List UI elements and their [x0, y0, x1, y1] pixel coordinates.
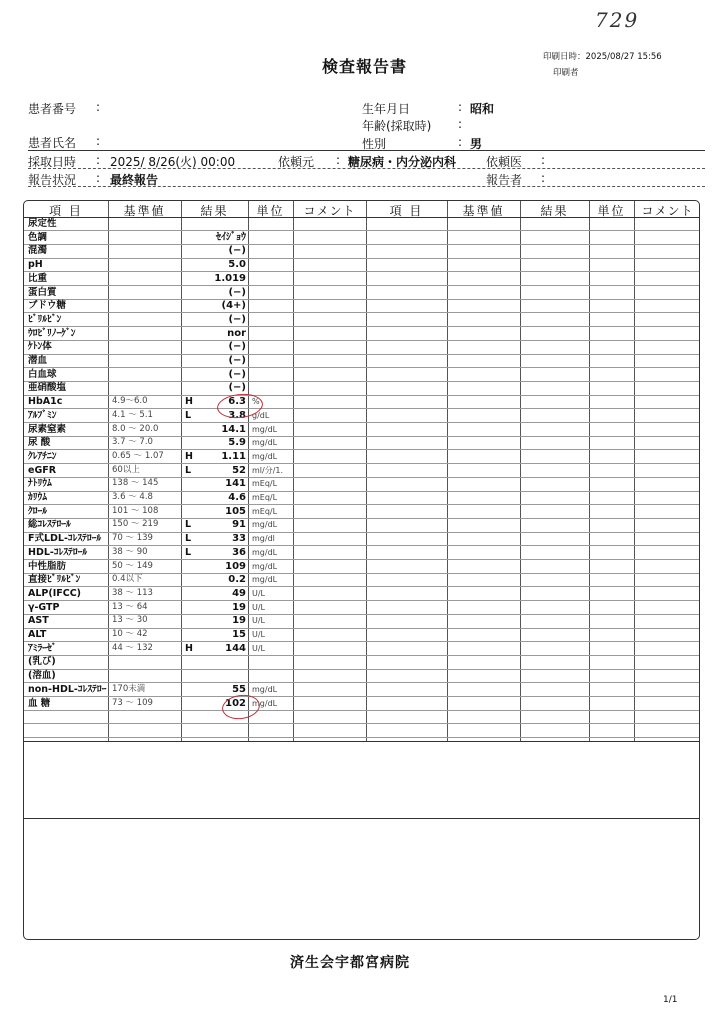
test-result: nor	[227, 327, 246, 339]
test-unit: g/dL	[252, 410, 270, 420]
column-line	[366, 201, 367, 741]
test-result: 5.9	[228, 437, 246, 449]
test-result: 1.11	[221, 450, 246, 462]
page-number: 1/1	[663, 995, 678, 1005]
patient-name-label: 患者氏名	[28, 136, 77, 150]
table-row	[24, 560, 366, 574]
reporter-label: 報告者	[486, 173, 523, 187]
header-unit: 単位	[256, 204, 285, 218]
row-line	[24, 723, 699, 724]
test-result: (−)	[228, 341, 246, 353]
abnormal-flag: L	[185, 464, 192, 476]
test-result: 36	[232, 546, 246, 558]
test-unit: U/L	[252, 602, 266, 612]
test-unit: mg/dl	[252, 534, 275, 544]
test-result: 33	[232, 533, 246, 545]
print-datetime-label: 印刷日時：	[543, 52, 586, 62]
table-row	[24, 368, 366, 382]
abnormal-flag: H	[185, 396, 193, 408]
test-result: (−)	[228, 355, 246, 366]
table-row	[24, 354, 366, 368]
test-name: 尿素窒素	[28, 423, 67, 435]
header-item: 項 目	[49, 204, 83, 218]
patient-number-colon: :	[96, 100, 101, 114]
table-row	[24, 381, 366, 395]
test-name: 混濁	[28, 245, 48, 257]
table-row	[24, 450, 366, 464]
test-unit: mEq/L	[252, 506, 278, 516]
results-table	[23, 200, 700, 940]
test-name: 尿 酸	[28, 437, 51, 449]
test-result: 105	[225, 505, 246, 517]
test-name: F式LDL-ｺﾚｽﾃﾛｰﾙ	[28, 533, 102, 545]
test-name: 血 糖	[28, 697, 51, 709]
table-row	[24, 532, 366, 546]
reference-range: 3.6 〜 4.8	[112, 492, 153, 502]
reference-range: 44 〜 132	[112, 642, 153, 653]
abnormal-flag: L	[185, 409, 192, 421]
test-result: 91	[232, 519, 246, 531]
birthdate-colon: :	[458, 100, 463, 114]
abnormal-flag: H	[185, 450, 193, 462]
report-status-value: 最終報告	[110, 173, 159, 187]
row-line	[24, 737, 699, 738]
divider-line	[28, 150, 705, 151]
test-result: (−)	[228, 245, 246, 257]
reference-range: 4.9〜6.0	[112, 396, 148, 407]
reference-range: 101 〜 108	[112, 505, 159, 516]
test-result: 3.8	[228, 409, 246, 421]
table-section-line	[24, 818, 699, 819]
test-name: 中性脂肪	[28, 560, 67, 572]
table-section-line	[24, 741, 699, 742]
requesting-doctor-label: 依頼医	[486, 155, 523, 169]
abnormal-flag: L	[185, 546, 192, 558]
abnormal-flag: L	[185, 519, 192, 531]
header-comment: コメント	[641, 204, 694, 218]
requester-value: 糖尿病・内分泌内科	[348, 155, 457, 169]
test-name: 総ｺﾚｽﾃﾛｰﾙ	[28, 519, 71, 531]
test-result: 49	[232, 587, 246, 599]
test-result: 6.3	[228, 396, 246, 408]
header-reference: 基準値	[462, 204, 505, 218]
test-name: 潜血	[28, 355, 48, 366]
table-row	[24, 409, 366, 423]
reference-range: 10 〜 42	[112, 629, 148, 639]
table-row	[24, 244, 366, 258]
divider-line	[28, 168, 705, 169]
test-name: ｱﾙﾌﾞﾐﾝ	[28, 409, 57, 421]
test-name: AST	[28, 615, 49, 627]
hospital-name: 済生会宇都宮病院	[290, 955, 410, 971]
test-result: 0.2	[228, 574, 246, 586]
table-row	[24, 217, 366, 231]
table-row	[24, 395, 366, 409]
table-row	[24, 669, 366, 683]
test-unit: U/L	[252, 643, 266, 653]
test-unit: U/L	[252, 630, 266, 639]
test-name: γ-GTP	[28, 601, 60, 613]
table-row	[24, 505, 366, 519]
reference-range: 70 〜 139	[112, 533, 153, 544]
collection-date-label: 採取日時	[28, 155, 77, 169]
reference-range: 50 〜 149	[112, 560, 153, 571]
table-row	[24, 546, 366, 560]
test-unit: mEq/L	[252, 479, 278, 489]
table-row	[24, 587, 366, 601]
table-row	[24, 423, 366, 437]
requester-colon: :	[336, 153, 341, 167]
test-result: 141	[225, 478, 246, 490]
column-line	[634, 201, 635, 741]
test-result: 4.6	[228, 492, 246, 503]
header-result: 結果	[200, 204, 229, 218]
report-status-colon: :	[96, 171, 101, 185]
test-name: HbA1c	[28, 396, 63, 408]
document-title: 検査報告書	[322, 57, 408, 76]
column-line	[589, 201, 590, 741]
table-row	[24, 327, 366, 341]
test-result: 15	[232, 629, 246, 640]
test-name: 白血球	[28, 368, 57, 380]
header-reference: 基準値	[123, 204, 166, 218]
test-name: 蛋白質	[28, 286, 57, 298]
test-name: ｹﾄﾝ体	[28, 341, 52, 353]
test-result: (−)	[228, 368, 246, 380]
requesting-doctor-colon: :	[541, 153, 546, 167]
test-unit: U/L	[252, 616, 266, 626]
table-row	[24, 464, 366, 478]
collection-date-colon: :	[96, 153, 101, 167]
print-datetime	[543, 50, 662, 62]
table-row	[24, 272, 366, 286]
table-row	[24, 655, 366, 669]
collection-date-value: 2025/ 8/26(火) 00:00	[110, 155, 236, 169]
sex-label: 性別	[362, 137, 387, 151]
test-result: ｾｲｼﾞｮｳ	[216, 231, 246, 243]
birthdate-label: 生年月日	[362, 102, 411, 116]
table-row	[24, 436, 366, 450]
test-unit: mg/dL	[252, 424, 278, 434]
test-result: 1.019	[214, 272, 246, 284]
reference-range: 38 〜 90	[112, 546, 148, 557]
test-name: ｸﾚｱﾁﾆﾝ	[28, 450, 57, 462]
table-row	[24, 258, 366, 272]
test-result: 102	[225, 697, 246, 709]
test-unit: U/L	[252, 588, 266, 598]
abnormal-flag: H	[185, 642, 193, 654]
test-name: HDL-ｺﾚｽﾃﾛｰﾙ	[28, 546, 88, 558]
test-unit: mEq/L	[252, 493, 278, 502]
test-name: 尿定性	[28, 218, 57, 229]
test-unit: mg/dL	[252, 575, 278, 585]
test-name: ｸﾛｰﾙ	[28, 505, 48, 517]
abnormal-flag: L	[185, 533, 192, 545]
test-result: 144	[225, 642, 246, 654]
test-result: (−)	[228, 382, 246, 394]
test-result: 55	[232, 683, 246, 695]
column-line	[447, 201, 448, 741]
reference-range: 4.1 〜 5.1	[112, 409, 153, 420]
test-unit: mg/dL	[252, 684, 278, 694]
test-name: ブドウ糖	[28, 300, 67, 312]
test-unit: ml/分/1.	[252, 465, 284, 475]
handwritten-note: 729	[595, 8, 640, 32]
table-row	[24, 573, 366, 587]
print-datetime-value: 2025/08/27 15:56	[585, 52, 662, 62]
reference-range: 38 〜 113	[112, 587, 153, 598]
table-row	[24, 477, 366, 491]
reference-range: 0.4以下	[112, 574, 143, 585]
test-name: 亜硝酸塩	[28, 382, 67, 394]
test-unit: mg/dL	[252, 451, 278, 461]
requester-label: 依頼元	[278, 155, 315, 169]
sex-colon: :	[458, 135, 463, 149]
test-unit: mg/dL	[252, 698, 278, 708]
table-row	[24, 683, 366, 697]
test-name: ﾋﾞﾘﾙﾋﾞﾝ	[28, 313, 62, 325]
test-name: non-HDL-ｺﾚｽﾃﾛｰ	[28, 683, 107, 695]
report-status-label: 報告状況	[28, 173, 77, 187]
test-result: 19	[232, 615, 246, 627]
header-result: 結果	[540, 204, 569, 218]
table-row	[24, 313, 366, 327]
divider-line	[28, 186, 705, 187]
sex-value: 男	[470, 137, 483, 151]
reference-range: 138 〜 145	[112, 478, 159, 489]
patient-name-colon: :	[96, 134, 101, 148]
test-unit: mg/dL	[252, 438, 278, 448]
header-unit: 単位	[597, 204, 626, 218]
test-result: 109	[225, 560, 246, 572]
reference-range: 0.65 〜 1.07	[112, 450, 164, 461]
test-result: 5.0	[228, 259, 246, 271]
test-unit: mg/dL	[252, 561, 278, 571]
test-name: (乳び)	[28, 656, 56, 668]
test-name: ｳﾛﾋﾞﾘﾉｰｹﾞﾝ	[28, 327, 76, 339]
reference-range: 3.7 〜 7.0	[112, 437, 153, 448]
reference-range: 170未満	[112, 683, 146, 694]
test-name: 色調	[28, 231, 48, 243]
age-label: 年齢(採取時)	[362, 119, 432, 133]
table-row	[24, 299, 366, 313]
test-name: ｶﾘｳﾑ	[28, 492, 48, 503]
test-name: 直接ﾋﾞﾘﾙﾋﾞﾝ	[28, 574, 81, 586]
table-row	[24, 231, 366, 245]
patient-number-label: 患者番号	[28, 102, 77, 116]
test-result: (4+)	[221, 300, 246, 312]
test-name: eGFR	[28, 464, 57, 476]
test-result: 19	[232, 601, 246, 613]
printed-by-label: 印刷者	[553, 68, 579, 78]
table-row	[24, 628, 366, 642]
age-colon: :	[458, 117, 463, 131]
table-row	[24, 340, 366, 354]
header-item: 項 目	[389, 204, 424, 218]
table-row	[24, 642, 366, 656]
reference-range: 60以上	[112, 464, 140, 475]
test-name: ALP(IFCC)	[28, 587, 82, 599]
table-row	[24, 601, 366, 615]
test-result: 52	[232, 464, 246, 476]
reporter-colon: :	[541, 171, 546, 185]
table-row	[24, 491, 366, 505]
test-name: ALT	[28, 629, 47, 640]
reference-range: 150 〜 219	[112, 519, 159, 530]
reference-range: 13 〜 30	[112, 615, 148, 626]
table-row	[24, 286, 366, 300]
header-comment: コメント	[303, 204, 356, 218]
reference-range: 8.0 〜 20.0	[112, 423, 159, 434]
test-result: 14.1	[221, 423, 246, 435]
test-unit: mg/dL	[252, 520, 278, 530]
test-result: (−)	[228, 286, 246, 298]
birthdate-value: 昭和	[470, 102, 495, 116]
test-result: (−)	[228, 313, 246, 325]
test-name: ﾅﾄﾘｳﾑ	[28, 478, 52, 490]
column-line	[520, 201, 521, 741]
table-row	[24, 614, 366, 628]
test-unit: mg/dL	[252, 547, 278, 557]
test-name: pH	[28, 259, 43, 271]
reference-range: 73 〜 109	[112, 697, 153, 708]
table-row	[24, 697, 366, 711]
reference-range: 13 〜 64	[112, 601, 148, 612]
table-row	[24, 518, 366, 532]
test-name: (溶血)	[28, 670, 56, 682]
test-unit: %	[252, 397, 260, 407]
test-name: 比重	[28, 272, 48, 284]
test-name: ｱﾐﾗｰｾﾞ	[28, 642, 57, 654]
